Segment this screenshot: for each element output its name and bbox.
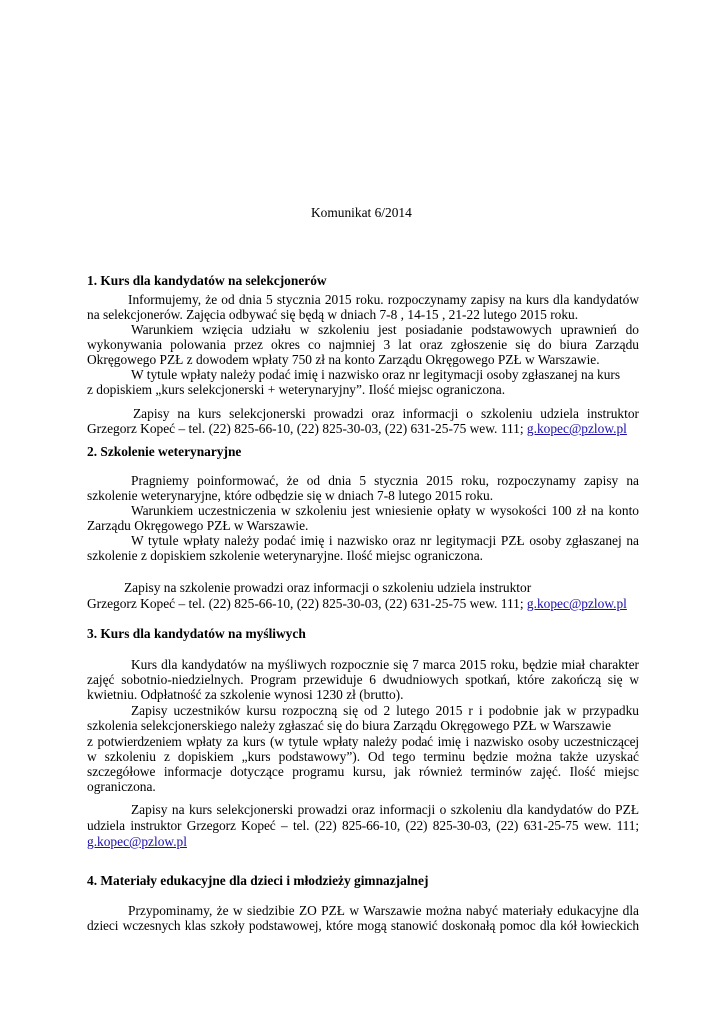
section-heading: 2. Szkolenie weterynaryjne [87,444,242,459]
paragraph-line: szczegółowe informacje dotyczące programu kursu, jak również terminów zajęć. Ilość miejsc [87,764,639,779]
paragraph-line: Przypominamy, że w siedzibie ZO PZŁ w Warszawie można nabyć materiały edukacyjne dla [128,903,639,918]
paragraph-line: Warunkiem wzięcia udziału w szkoleniu jest posiadanie podstawowych uprawnień do [131,322,639,337]
paragraph-line: zajęć sobotnio-niedzielnych. Program przewiduje 6 dwudniowych spotkań, które zakończą się w [87,672,639,687]
paragraph-line: szkolenie weterynaryjne, które odbędzie się w dniach 7-8 lutego 2015 roku. [87,488,494,503]
paragraph-line: Zapisy na szkolenie prowadzi oraz informacji o szkoleniu udziela instruktor [124,580,532,595]
paragraph-line: W tytule wpłaty należy podać imię i nazwisko oraz nr legitymacji osoby zgłaszanej na kurs [131,367,621,382]
paragraph-line: Zarządu Okręgowego PZŁ w Warszawie. [87,518,309,533]
paragraph-line: Pragniemy poinformować, że od dnia 5 stycznia 2015 roku, rozpoczynamy zapisy na [131,473,639,488]
paragraph-line: w szkoleniu z dopiskiem „kurs podstawowy”). Od tego terminu będzie można także uzyskać [87,749,639,764]
email-line [87,834,187,849]
section-heading: 3. Kurs dla kandydatów na myśliwych [87,626,306,641]
paragraph-line: Warunkiem uczestniczenia w szkoleniu jest wniesienie opłaty w wysokości 100 zł na konto [131,503,639,518]
paragraph-line: z potwierdzeniem wpłaty za kurs (w tytule wpłaty należy podać imię i nazwisko osoby uczestniczącej [87,734,639,749]
email-link[interactable]: g.kopec@pzlow.pl [526,421,627,436]
paragraph-line: Okręgowego PZŁ z dowodem wpłaty 750 zł na konto Zarządu Okręgowego PZŁ w Warszawie. [87,352,600,367]
paragraph-line: szkolenie z dopiskiem szkolenie weterynaryjne. Ilość miejsc ograniczona. [87,548,483,563]
paragraph-line: Informujemy, że od dnia 5 stycznia 2015 roku. rozpoczynamy zapisy na kurs dla kandydatów [128,292,639,307]
contact-line [87,421,627,436]
paragraph-line: Zapisy uczestników kursu rozpoczną się od 2 lutego 2015 r i podobnie jak w przypadku [131,703,639,718]
section-heading: 1. Kurs dla kandydatów na selekcjonerów [87,273,327,288]
paragraph-line: dzieci wczesnych klas szkoły podstawowej, które mogą stanowić doskonałą pomoc dla kół łowieckich [87,918,639,933]
paragraph-line: kwietniu. Odpłatność za szkolenie wynosi 1230 zł (brutto). [87,687,404,702]
paragraph-line: W tytule wpłaty należy podać imię i nazwisko oraz nr legitymacji PZŁ osoby zgłaszanej na [131,533,639,548]
paragraph-line: szkolenia selekcjonerskiego należy zgłaszać się do biura Zarządu Okręgowego PZŁ w Warszawie [87,718,612,733]
paragraph-line: udziela instruktor Grzegorz Kopeć – tel. (22) 825-66-10, (22) 825-30-03, (22) 631-25-75 wew. 111; [87,818,639,833]
contact-text: Grzegorz Kopeć – tel. (22) 825-66-10, (22) 825-30-03, (22) 631-25-75 wew. 111; [87,596,524,611]
email-link[interactable]: g.kopec@pzlow.pl [87,834,187,849]
contact-text: Grzegorz Kopeć – tel. (22) 825-66-10, (22) 825-30-03, (22) 631-25-75 wew. 111; [87,421,524,436]
paragraph-line: wykonywania polowania przez okres co najmniej 3 lat oraz zgłoszenie się do biura Zarządu [87,337,639,352]
paragraph-line: Zapisy na kurs selekcjonerski prowadzi oraz informacji o szkoleniu udziela instruktor [133,406,639,421]
paragraph-line: ograniczona. [87,779,156,794]
email-link[interactable]: g.kopec@pzlow.pl [526,596,627,611]
section-heading: 4. Materiały edukacyjne dla dzieci i młodzieży gimnazjalnej [87,873,429,888]
contact-line [87,596,627,611]
paragraph-line: na selekcjonerów. Zajęcia odbywać się będą w dniach 7-8 , 14-15 , 21-22 lutego 2015 roku. [87,307,579,322]
paragraph-line: Kurs dla kandydatów na myśliwych rozpocznie się 7 marca 2015 roku, będzie miał charakter [131,657,639,672]
paragraph-line: z dopiskiem „kurs selekcjonerski + weterynaryjny”. Ilość miejsc ograniczona. [87,382,506,397]
paragraph-line: Zapisy na kurs selekcjonerski prowadzi oraz informacji o szkoleniu dla kandydatów do PZŁ [131,802,639,817]
page-title: Komunikat 6/2014 [311,205,412,220]
